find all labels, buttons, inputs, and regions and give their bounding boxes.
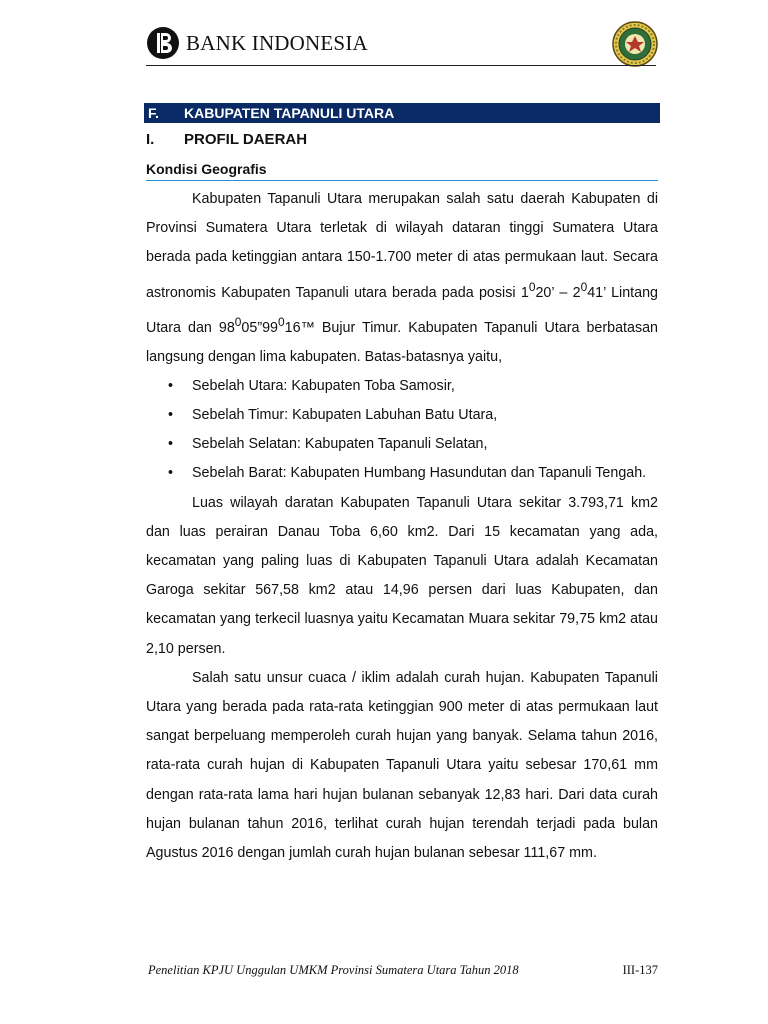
body-content <box>146 185 658 868</box>
section-title-bar <box>144 103 660 123</box>
list-item-text: Sebelah Barat: Kabupaten Humbang Hasundutan dan Tapanuli Tengah. <box>192 465 647 482</box>
subsection-number: I. <box>146 131 155 148</box>
footer-title: Penelitian KPJU Unggulan UMKM Provinsi Sumatera Utara Tahun 2018 <box>148 963 519 977</box>
bullet-icon: • <box>168 377 174 394</box>
list-item-text: Sebelah Selatan: Kabupaten Tapanuli Selatan, <box>192 436 488 453</box>
list-item <box>146 459 658 488</box>
topic-heading-rule <box>146 180 658 181</box>
paragraph-text: Kabupaten Tapanuli Utara merupakan salah satu daerah Kabupaten di Provinsi Sumatera Utara terletak di wilayah dataran tinggi Sumatera Utara berada pada ketinggian antara 150-1.700 meter di atas permukaan laut. Secara astronomis Kabupaten Tapanuli utara berada pada posisi 1 <box>146 191 658 301</box>
degree-superscript: 0 <box>580 279 588 294</box>
list-item-text: Sebelah Utara: Kabupaten Toba Samosir, <box>192 377 455 394</box>
header-divider <box>146 65 656 66</box>
degree-superscript: 0 <box>234 314 242 329</box>
degree-superscript: 0 <box>528 279 536 294</box>
bank-indonesia-logo-icon <box>146 26 180 60</box>
list-item-text: Sebelah Timur: Kabupaten Labuhan Batu Utara, <box>192 406 498 423</box>
bank-name: BANK INDONESIA <box>186 31 368 55</box>
list-item <box>146 401 658 430</box>
paragraph-rainfall: Salah satu unsur cuaca / iklim adalah curah hujan. Kabupaten Tapanuli Utara yang berada pada rata-rata ketinggian 900 meter di atas permukaan laut sangat berpeluang memperoleh curah hujan yang banyak. Selama tahun 2016, rata-rata curah hujan di Kabupaten Tapanuli Utara yaitu sebesar 170,61 mm dengan rata-rata lama hari hujan bulanan sebanyak 12,83 hari. Dari data curah hujan bulanan tahun 2016, terlihat curah hujan terendah terjadi pada bulan Agustus 2016 dengan jumlah curah hujan bulanan sebesar 111,67 mm. <box>146 669 658 861</box>
section-number: F. <box>148 105 159 121</box>
page-footer <box>146 963 658 983</box>
bullet-icon: • <box>168 436 174 453</box>
paragraph-text: 20’ – 2 <box>535 284 581 301</box>
bullet-icon: • <box>168 406 174 423</box>
paragraph-area: Luas wilayah daratan Kabupaten Tapanuli Utara sekitar 3.793,71 km2 dan luas perairan Danau Toba 6,60 km2. Dari 15 kecamatan yang ada, kecamatan yang paling luas di Kabupaten Tapanuli Utara adalah Kecamatan Garoga sekitar 567,58 km2 atau 14,96 persen dari luas Kabupaten, dan kecamatan yang terkecil luasnya yaitu Kecamatan Muara sekitar 79,75 km2 atau 2,10 persen. <box>146 494 658 657</box>
bullet-icon: • <box>168 465 174 482</box>
page-number: III-137 <box>622 963 658 977</box>
paragraph-text: 41’ Lintang Utara dan 98 <box>146 284 658 336</box>
page-header <box>146 24 658 66</box>
list-item <box>146 372 658 401</box>
paragraph-text: 16™ Bujur Timur. Kabupaten Tapanuli Utara berbatasan langsung dengan lima kabupaten. Batas-batasnya yaitu, <box>146 319 658 365</box>
topic-heading: Kondisi Geografis <box>146 161 267 177</box>
paragraph-geography <box>146 185 658 372</box>
list-item <box>146 430 658 459</box>
border-list <box>146 372 658 489</box>
paragraph-text: 05”99 <box>241 319 278 336</box>
section-title: KABUPATEN TAPANULI UTARA <box>184 105 395 121</box>
degree-superscript: 0 <box>278 314 285 329</box>
subsection-title: PROFIL DAERAH <box>184 131 308 148</box>
university-seal-icon <box>612 21 658 67</box>
